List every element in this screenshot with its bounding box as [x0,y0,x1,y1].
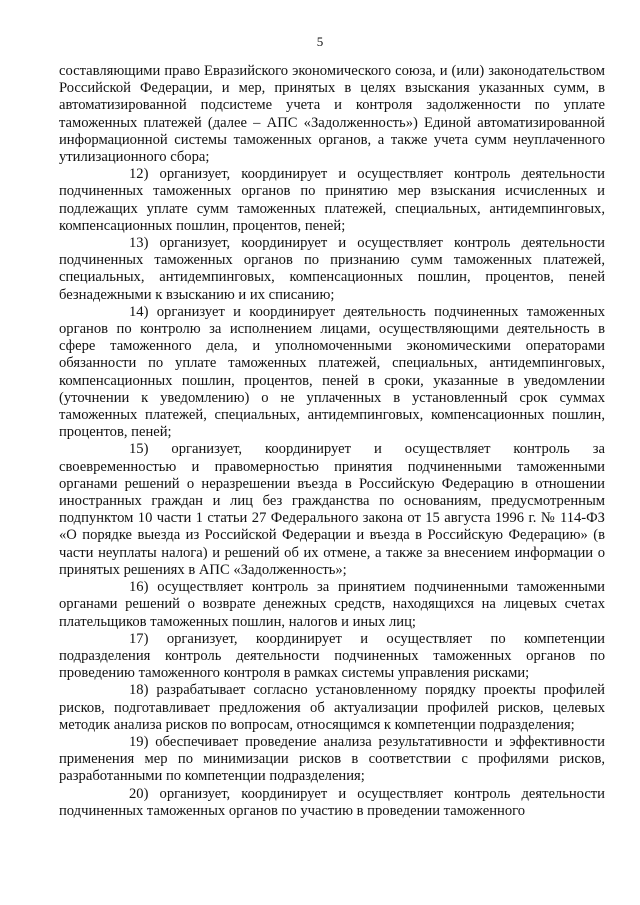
paragraph-item-18: 18) разрабатывает согласно установленному порядку проекты профилей рисков, подготавливает предложения об актуализации профилей рисков, целевых методик анализа рисков по вопросам, относящимся к компетенции подразделения; [59,682,605,733]
paragraph-item-14: 14) организует и координирует деятельность подчиненных таможенных органов по контролю за исполнением лицами, осуществляющими деятельность в сфере таможенного дела, и уполномоченными экономическими операторами обязанности по уплате таможенных платежей, специальных, антидемпинговых, компенсационных пошлин, процентов, пеней в сроки, указанные в уведомлении (уточнении к уведомлению) о не уплаченных в установленный срок суммах таможенных платежей, специальных, антидемпинговых, компенсационных пошлин, процентов, пеней; [59,303,605,441]
paragraph-item-13: 13) организует, координирует и осуществляет контроль деятельности подчиненных таможенных органов по признанию сумм таможенных платежей, специальных, антидемпинговых, компенсационных пошлин, процентов, пеней безнадежными к взысканию и их списанию; [59,235,605,303]
paragraph-item-17: 17) организует, координирует и осуществляет по компетенции подразделения контроль деятельности подчиненных таможенных органов по проведению таможенного контроля в рамках системы управления рисками; [59,630,605,682]
paragraph-item-19: 19) обеспечивает проведение анализа результативности и эффективности применения мер по минимизации рисков в соответствии с профилями рисков, разработанными по компетенции подразделения; [59,733,605,785]
paragraph-item-20: 20) организует, координирует и осуществляет контроль деятельности подчиненных таможенных органов по участию в проведении таможенного [59,785,605,819]
paragraph-item-15: 15) организует, координирует и осуществляет контроль за своевременностью и правомерностью принятия подчиненными таможенными органами решений о неразрешении въезда в Российскую Федерацию в отношении иностранных граждан и лиц без гражданства по основаниям, предусмотренным подпунктом 10 части 1 статьи 27 Федерального закона от 15 августа 1996 г. № 114-ФЗ «О порядке выезда из Российской Федерации и въезда в Российскую Федерацию» (в части неуплаты налога) и решений об их отмене, а также за внесением информации о принятых решениях в АПС «Задолженность»; [59,441,605,578]
document-body [59,63,605,820]
page-number: 5 [316,34,324,49]
paragraph-continuation: составляющими право Евразийского экономического союза, и (или) законодательством Российской Федерации, и мер, принятых в целях взыскания указанных сумм, в автоматизированной подсистеме учета и контроля задолженности по уплате таможенных платежей (далее – АПС «Задолженность») Единой автоматизированной информационной системы таможенных органов, а также учета сумм неуплаченного утилизационного сбора; [59,63,605,166]
paragraph-item-12: 12) организует, координирует и осуществляет контроль деятельности подчиненных таможенных органов по принятию мер взыскания исчисленных и подлежащих уплате сумм таможенных платежей, специальных, антидемпинговых, компенсационных пошлин, процентов, пеней; [59,166,605,234]
paragraph-item-16: 16) осуществляет контроль за принятием подчиненными таможенными органами решений о возврате денежных средств, находящихся на лицевых счетах плательщиков таможенных пошлин, налогов и иных лиц; [59,579,605,630]
